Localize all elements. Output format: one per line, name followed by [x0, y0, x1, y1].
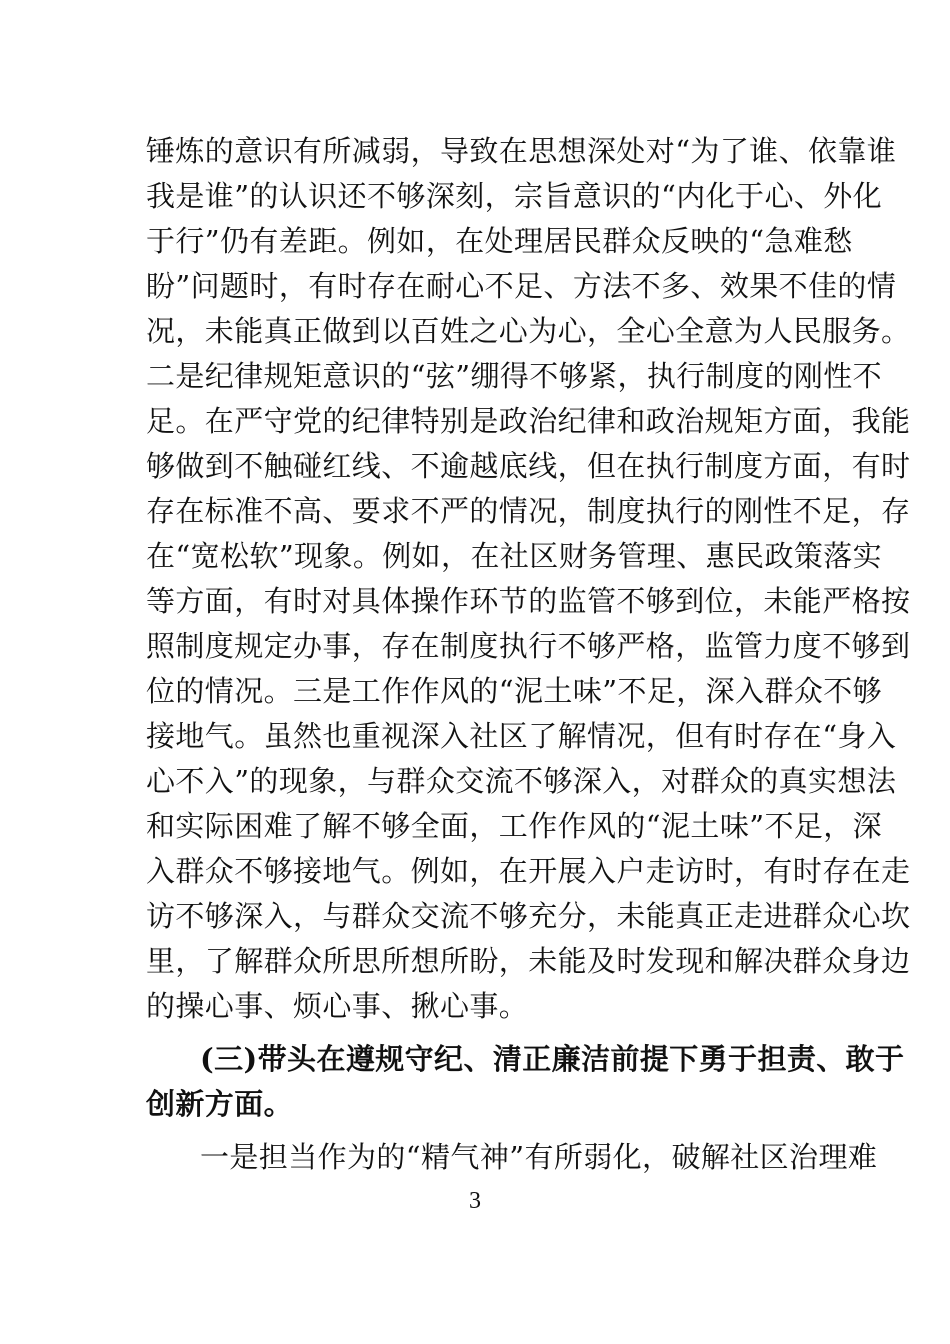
body-text-line: 和实际困难了解不够全面，工作作风的“泥土味”不足，深: [146, 809, 883, 843]
body-text-line: 等方面，有时对具体操作环节的监管不够到位，未能严格按: [146, 584, 911, 618]
body-text-line: 存在标准不高、要求不严的情况，制度执行的刚性不足，存: [146, 494, 911, 528]
body-text-line: 盼”问题时，有时存在耐心不足、方法不多、效果不佳的情: [146, 269, 897, 303]
body-text-line: 锤炼的意识有所减弱，导致在思想深处对“为了谁、依靠谁: [146, 134, 897, 168]
body-text-line: 在“宽松软”现象。例如，在社区财务管理、惠民政策落实: [146, 539, 883, 573]
body-text-line: 照制度规定办事，存在制度执行不够严格，监管力度不够到: [146, 629, 911, 663]
body-text-line: 我是谁”的认识还不够深刻，宗旨意识的“内化于心、外化: [146, 179, 883, 213]
body-text-line: 里，了解群众所思所想所盼，未能及时发现和解决群众身边: [146, 944, 911, 978]
body-text-line: 入群众不够接地气。例如，在开展入户走访时，有时存在走: [146, 854, 911, 888]
body-text-line: 的操心事、烦心事、揪心事。: [146, 989, 529, 1023]
body-text-line: 访不够深入，与群众交流不够充分，未能真正走进群众心坎: [146, 899, 911, 933]
body-text-line: 够做到不触碰红线、不逾越底线，但在执行制度方面，有时: [146, 449, 911, 483]
body-text-line: 况，未能真正做到以百姓之心为心，全心全意为人民服务。: [146, 314, 911, 348]
section-heading-line: (三)带头在遵规守纪、清正廉洁前提下勇于担责、敢于: [200, 1042, 905, 1076]
body-text-line: 心不入”的现象，与群众交流不够深入，对群众的真实想法: [146, 764, 897, 798]
section-heading-line: 创新方面。: [146, 1087, 294, 1121]
body-text-line: 于行”仍有差距。例如，在处理居民群众反映的“急难愁: [146, 224, 853, 258]
body-text-line: 足。在严守党的纪律特别是政治纪律和政治规矩方面，我能: [146, 404, 911, 438]
body-text-line: 接地气。虽然也重视深入社区了解情况，但有时存在“身入: [146, 719, 897, 753]
next-paragraph-line: 一是担当作为的“精气神”有所弱化，破解社区治理难: [200, 1140, 878, 1174]
body-text-line: 二是纪律规矩意识的“弦”绷得不够紧，执行制度的刚性不: [146, 359, 883, 393]
page-number: 3: [469, 1188, 481, 1214]
body-text-line: 位的情况。三是工作作风的“泥土味”不足，深入群众不够: [146, 674, 883, 708]
